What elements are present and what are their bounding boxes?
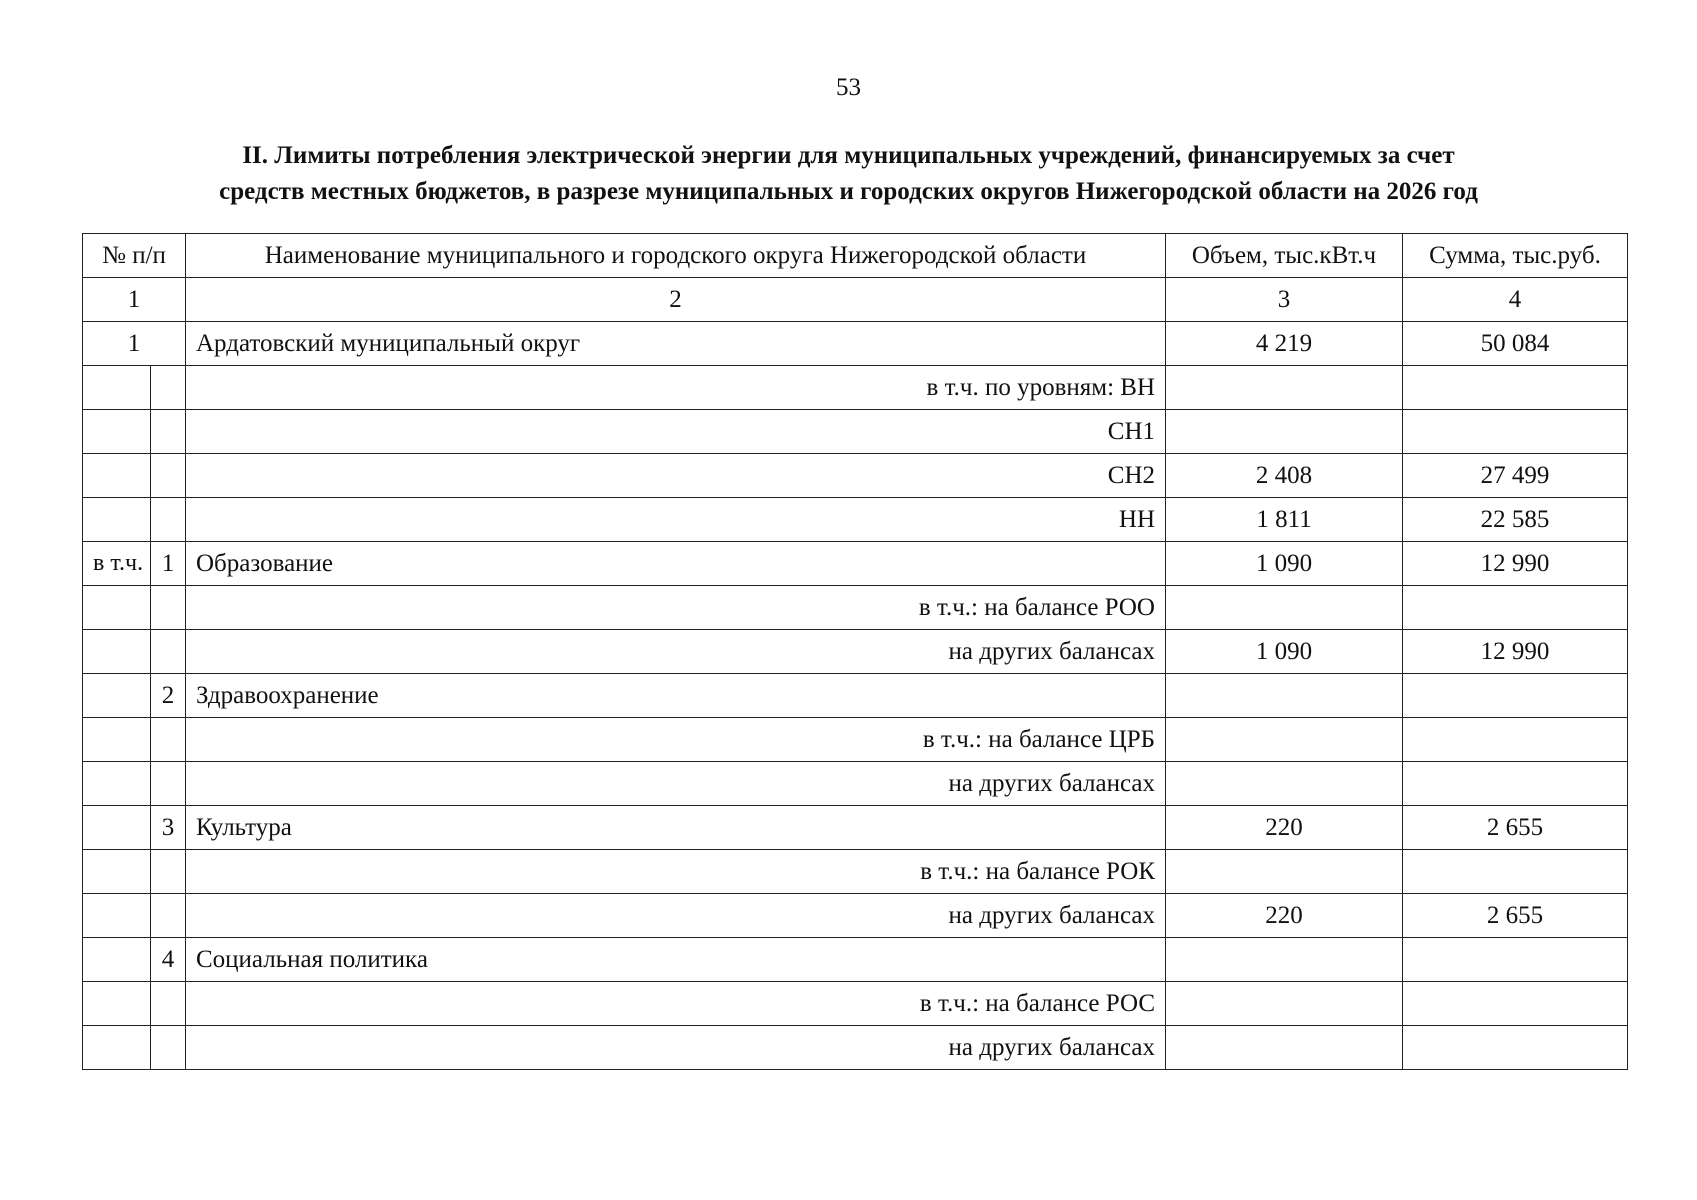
sector-volume: 220 bbox=[1166, 806, 1403, 850]
including-label: в т.ч. bbox=[83, 542, 151, 586]
sector-number: 1 bbox=[151, 542, 186, 586]
balance-label: на других балансах bbox=[186, 630, 1166, 674]
level-row bbox=[83, 454, 1628, 498]
balance-volume: 220 bbox=[1166, 894, 1403, 938]
sector-sum bbox=[1403, 938, 1628, 982]
balance-label: в т.ч.: на балансе РОС bbox=[186, 982, 1166, 1026]
level-volume bbox=[1166, 366, 1403, 410]
sector-row bbox=[83, 674, 1628, 718]
sector-sum: 12 990 bbox=[1403, 542, 1628, 586]
page-number: 53 bbox=[836, 74, 861, 101]
district-name: Ардатовский муниципальный округ bbox=[186, 322, 1166, 366]
level-sum: 22 585 bbox=[1403, 498, 1628, 542]
district-volume: 4 219 bbox=[1166, 322, 1403, 366]
header-name: Наименование муниципального и городского округа Нижегородской области bbox=[186, 234, 1166, 278]
column-number-1: 1 bbox=[83, 278, 186, 322]
sector-number: 2 bbox=[151, 674, 186, 718]
balance-label: в т.ч.: на балансе РОК bbox=[186, 850, 1166, 894]
level-volume: 1 811 bbox=[1166, 498, 1403, 542]
sector-sum bbox=[1403, 674, 1628, 718]
balance-volume bbox=[1166, 718, 1403, 762]
header-sum: Сумма, тыс.руб. bbox=[1403, 234, 1628, 278]
balance-sum: 2 655 bbox=[1403, 894, 1628, 938]
column-number-3: 3 bbox=[1166, 278, 1403, 322]
balance-row bbox=[83, 982, 1628, 1026]
balance-row bbox=[83, 850, 1628, 894]
sector-number: 4 bbox=[151, 938, 186, 982]
sector-volume: 1 090 bbox=[1166, 542, 1403, 586]
balance-label: на других балансах bbox=[186, 762, 1166, 806]
balance-row bbox=[83, 1026, 1628, 1070]
level-row bbox=[83, 498, 1628, 542]
balance-volume bbox=[1166, 586, 1403, 630]
balance-sum bbox=[1403, 586, 1628, 630]
title-line-2: средств местных бюджетов, в разрезе муниципальных и городских округов Нижегородской области на 2026 год bbox=[219, 178, 1478, 205]
sector-row bbox=[83, 542, 1628, 586]
sector-name: Социальная политика bbox=[186, 938, 1166, 982]
district-row bbox=[83, 322, 1628, 366]
title-line-1: II. Лимиты потребления электрической энергии для муниципальных учреждений, финансируемых за счет bbox=[242, 142, 1455, 169]
level-sum bbox=[1403, 366, 1628, 410]
column-number-2: 2 bbox=[186, 278, 1166, 322]
balance-sum bbox=[1403, 762, 1628, 806]
level-label: в т.ч. по уровням: ВН bbox=[186, 366, 1166, 410]
balance-row bbox=[83, 630, 1628, 674]
balance-sum bbox=[1403, 718, 1628, 762]
sector-row bbox=[83, 938, 1628, 982]
balance-label: в т.ч.: на балансе РОО bbox=[186, 586, 1166, 630]
limits-table bbox=[82, 233, 1628, 1070]
balance-row bbox=[83, 762, 1628, 806]
sector-name: Образование bbox=[186, 542, 1166, 586]
district-sum: 50 084 bbox=[1403, 322, 1628, 366]
balance-volume bbox=[1166, 762, 1403, 806]
balance-label: в т.ч.: на балансе ЦРБ bbox=[186, 718, 1166, 762]
level-row bbox=[83, 410, 1628, 454]
balance-label: на других балансах bbox=[186, 894, 1166, 938]
level-row bbox=[83, 366, 1628, 410]
level-sum: 27 499 bbox=[1403, 454, 1628, 498]
balance-row bbox=[83, 718, 1628, 762]
level-sum bbox=[1403, 410, 1628, 454]
level-volume bbox=[1166, 410, 1403, 454]
balance-row bbox=[83, 894, 1628, 938]
sector-volume bbox=[1166, 938, 1403, 982]
sector-sum: 2 655 bbox=[1403, 806, 1628, 850]
sector-name: Здравоохранение bbox=[186, 674, 1166, 718]
balance-volume bbox=[1166, 850, 1403, 894]
column-number-row bbox=[83, 278, 1628, 322]
column-number-4: 4 bbox=[1403, 278, 1628, 322]
sector-number: 3 bbox=[151, 806, 186, 850]
document-title bbox=[0, 138, 1697, 210]
level-label: НН bbox=[186, 498, 1166, 542]
sector-row bbox=[83, 806, 1628, 850]
level-label: СН1 bbox=[186, 410, 1166, 454]
header-row bbox=[83, 234, 1628, 278]
level-volume: 2 408 bbox=[1166, 454, 1403, 498]
balance-volume bbox=[1166, 982, 1403, 1026]
balance-sum: 12 990 bbox=[1403, 630, 1628, 674]
balance-volume: 1 090 bbox=[1166, 630, 1403, 674]
level-label: СН2 bbox=[186, 454, 1166, 498]
sector-volume bbox=[1166, 674, 1403, 718]
header-volume: Объем, тыс.кВт.ч bbox=[1166, 234, 1403, 278]
header-number: № п/п bbox=[83, 234, 186, 278]
balance-volume bbox=[1166, 1026, 1403, 1070]
district-number: 1 bbox=[83, 322, 186, 366]
balance-sum bbox=[1403, 850, 1628, 894]
balance-row bbox=[83, 586, 1628, 630]
balance-label: на других балансах bbox=[186, 1026, 1166, 1070]
balance-sum bbox=[1403, 982, 1628, 1026]
sector-name: Культура bbox=[186, 806, 1166, 850]
balance-sum bbox=[1403, 1026, 1628, 1070]
